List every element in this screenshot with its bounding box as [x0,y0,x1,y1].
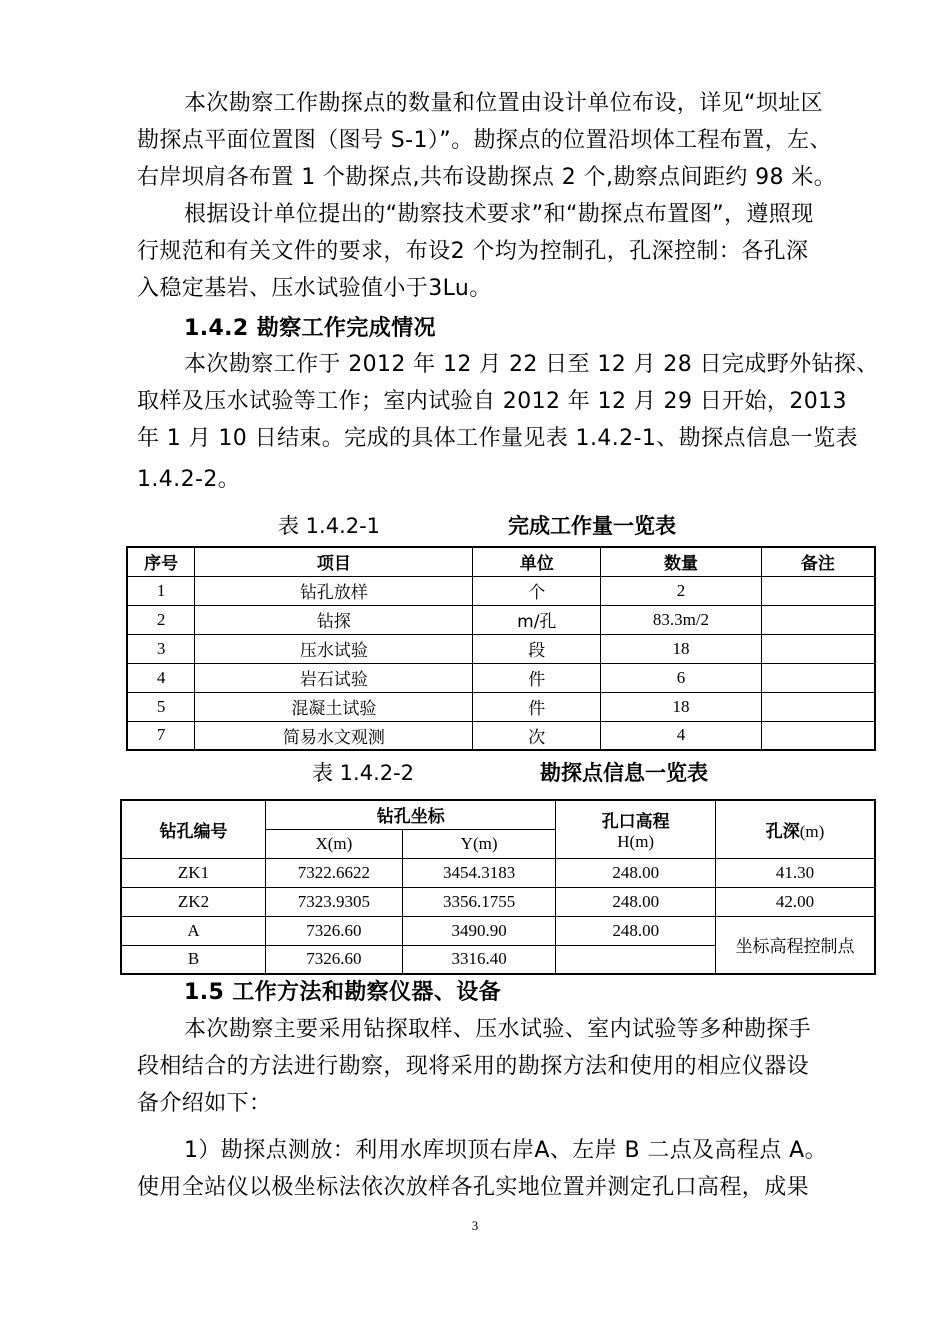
paragraph-line: 本次勘察工作于 2012 年 12 月 22 日至 12 月 28 日完成野外钻探、 [184,352,879,377]
elevation-header-unit: H(m) [617,831,655,851]
table-cell: 248.00 [556,916,716,945]
paragraph-line: 使用全站仪以极坐标法依次放样各孔实地位置并测定孔口高程，成果 [137,1175,810,1200]
table-cell: 岩石试验 [195,663,473,692]
paragraph-line: 1.4.2-2。 [137,467,241,492]
column-subheader: Y(m) [402,829,556,858]
table-header-row [121,800,875,829]
table-row [121,916,875,945]
depth-header-label: 孔深 [765,821,800,842]
column-header: 单位 [473,547,601,576]
table-cell: 7322.6622 [266,858,403,887]
column-header: 项目 [195,547,473,576]
table-cell: 压水试验 [195,634,473,663]
paragraph-line: 右岸坝肩各布置 1 个勘探点,共布设勘探点 2 个,勘察点间距约 98 米。 [137,165,837,190]
table-cell: 18 [601,692,762,721]
paragraph-line: 本次勘察主要采用钻探取样、压水试验、室内试验等多种勘探手 [184,1017,812,1042]
elevation-header-label: 孔口高程 [601,811,670,832]
table-cell: 3 [127,634,195,663]
table-cell: B [121,945,266,974]
paragraph-line: 段相结合的方法进行勘察，现将采用的勘探方法和使用的相应仪器设 [137,1054,810,1079]
table-cell: 4 [601,721,762,750]
table-cell [761,634,875,663]
table-cell: 7326.60 [266,945,403,974]
column-subheader: X(m) [266,829,403,858]
table-cell: 3490.90 [402,916,556,945]
paragraph-line: 年 1 月 10 日结束。完成的具体工作量见表 1.4.2-1、勘探点信息一览表 [137,426,858,451]
column-header: 序号 [127,547,195,576]
table-row [127,634,875,663]
table-cell: 18 [601,634,762,663]
table-cell: 1 [127,576,195,605]
paragraph-line: 行规范和有关文件的要求，布设2 个均为控制孔，孔深控制：各孔深 [137,239,809,264]
table-cell: 件 [473,692,601,721]
column-header: 钻孔编号 [121,800,266,858]
column-header: 备注 [761,547,875,576]
table-cell: 2 [601,576,762,605]
column-header: 数量 [601,547,762,576]
table-title: 勘探点信息一览表 [540,761,708,785]
table-cell [761,692,875,721]
table-row [127,721,875,750]
paragraph-line: 取样及压水试验等工作；室内试验自 2012 年 12 月 29 日开始，2013 [137,389,847,414]
table-cell [761,663,875,692]
table-row [127,605,875,634]
table-cell [761,721,875,750]
table-cell: 42.00 [715,887,875,916]
table-cell: 248.00 [556,887,716,916]
table-cell: 钻探 [195,605,473,634]
table-cell: 248.00 [556,858,716,887]
table-cell: 混凝土试验 [195,692,473,721]
table-number: 表 1.4.2-1 [278,514,381,538]
section-heading: 1.5 工作方法和勘察仪器、设备 [184,980,502,1005]
borehole-info-table [120,799,876,975]
table-row [121,887,875,916]
section-heading: 1.4.2 勘察工作完成情况 [184,316,436,341]
table-cell: A [121,916,266,945]
paragraph-line: 入稳定基岩、压水试验值小于3Lu。 [137,276,492,301]
table-cell: 6 [601,663,762,692]
table-cell: 5 [127,692,195,721]
table-cell [761,605,875,634]
column-header [556,800,716,858]
table-cell: 4 [127,663,195,692]
paragraph-line: 根据设计单位提出的“勘察技术要求”和“勘探点布置图”，遵照现 [184,202,814,227]
table-cell: 个 [473,576,601,605]
table-cell: 3356.1755 [402,887,556,916]
table-cell: 简易水文观测 [195,721,473,750]
paragraph-line: 本次勘察工作勘探点的数量和位置由设计单位布设，详见“坝址区 [184,91,823,116]
table-cell: ZK1 [121,858,266,887]
table-row [127,576,875,605]
control-point-note: 坐标高程控制点 [715,916,875,974]
table-cell: 3454.3183 [402,858,556,887]
table-row [127,663,875,692]
table-cell: 7 [127,721,195,750]
depth-header-unit: (m) [799,821,825,841]
table-cell: 段 [473,634,601,663]
table-cell: 件 [473,663,601,692]
table-cell: 3316.40 [402,945,556,974]
table-cell [556,945,716,974]
column-header [715,800,875,858]
table-cell: ZK2 [121,887,266,916]
paragraph-line: 1）勘探点测放：利用水库坝顶右岸A、左岸 B 二点及高程点 A。 [184,1138,827,1163]
table-row [127,692,875,721]
table-cell: 41.30 [715,858,875,887]
table-header-row [127,547,875,576]
table-cell [761,576,875,605]
table-row [121,858,875,887]
workload-table [126,546,876,751]
paragraph-line: 勘探点平面位置图（图号 S-1）”。勘探点的位置沿坝体工程布置，左、 [137,128,832,153]
table-cell: 7323.9305 [266,887,403,916]
paragraph-line: 备介绍如下： [137,1091,272,1116]
table-cell: 钻孔放样 [195,576,473,605]
table-cell: 次 [473,721,601,750]
table-cell: 2 [127,605,195,634]
table-cell: m/孔 [473,605,601,634]
table-number: 表 1.4.2-2 [312,761,415,785]
table-title: 完成工作量一览表 [508,514,676,538]
table-cell: 7326.60 [266,916,403,945]
page-number: 3 [471,1218,479,1233]
table-cell: 83.3m/2 [601,605,762,634]
column-header: 钻孔坐标 [266,800,556,829]
